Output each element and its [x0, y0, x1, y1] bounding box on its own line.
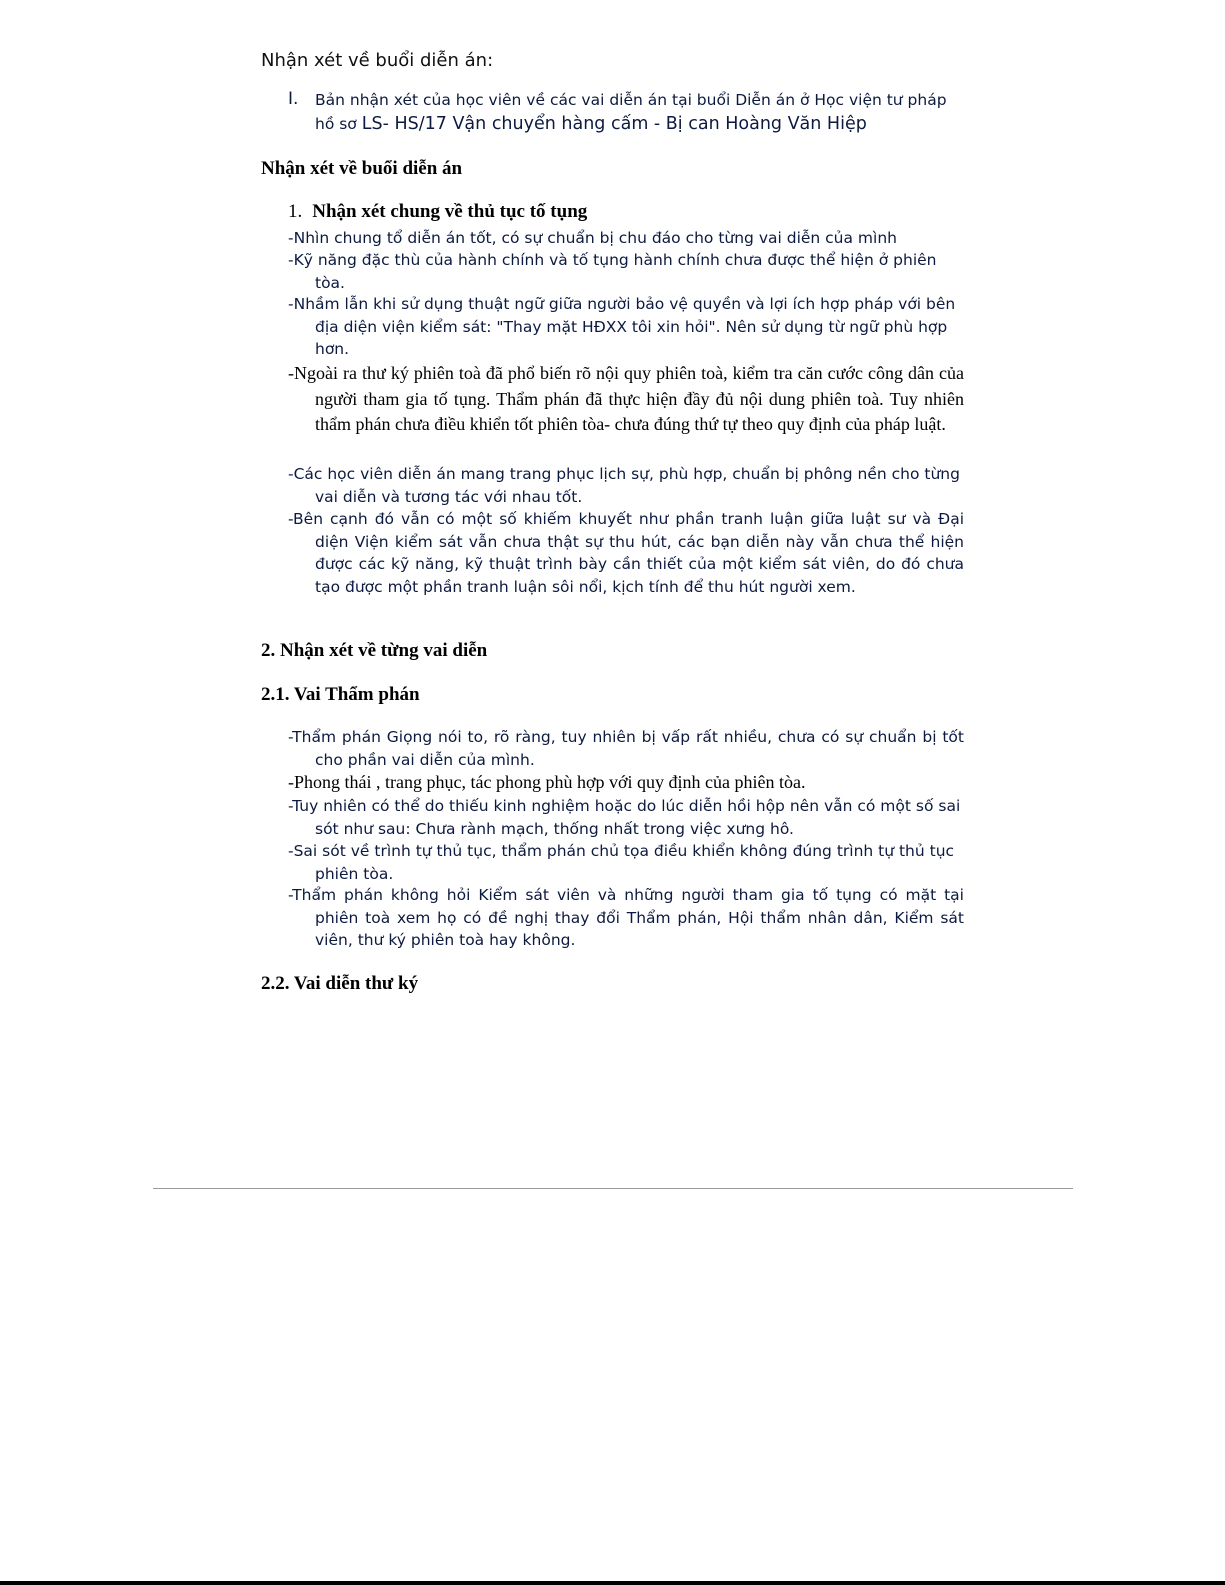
section-2-1-paragraph-5: -Thẩm phán không hỏi Kiểm sát viên và những người tham gia tố tụng có mặt tại phiên toà xem họ có đề nghị thay đổi Thẩm phán, Hội thẩm nhân dân, Kiểm sát viên, thư ký phiên toà hay không.: [288, 886, 964, 949]
section-2-2-heading: 2.2. Vai diễn thư ký: [261, 973, 419, 994]
section-1-heading: [288, 201, 587, 223]
section-2-heading: 2. Nhận xét về từng vai diễn: [261, 640, 488, 661]
section-2-1-paragraph-2: -Phong thái , trang phục, tác phong phù hợp với quy định của phiên tòa.: [288, 772, 806, 792]
roman-numeral: I.: [288, 89, 299, 109]
page-title: Nhận xét về buổi diễn án:: [261, 50, 494, 71]
section-1-paragraph-1: -Nhìn chung tổ diễn án tốt, có sự chuẩn bị chu đáo cho từng vai diễn của mình: [288, 229, 897, 247]
section-2-1-heading: 2.1. Vai Thẩm phán: [261, 684, 420, 705]
section-1-paragraph-6: -Bên cạnh đó vẫn có một số khiếm khuyết như phần tranh luận giữa luật sư và Đại diện Viện kiểm sát vẫn chưa thật sự thu hút, các bạn diễn này vẫn chưa thể hiện được các kỹ năng, kỹ thuật trình bày cần thiết của một kiểm sát viên, do đó chưa tạo được một phần tranh luận sôi nổi, kịch tính để thu hút người xem.: [288, 510, 964, 596]
section-1-paragraph-5: -Các học viên diễn án mang trang phục lịch sự, phù hợp, chuẩn bị phông nền cho từng vai diễn và tương tác với nhau tốt.: [288, 465, 960, 506]
bottom-edge: [0, 1581, 1225, 1585]
roman-item-text: [315, 88, 948, 136]
section-2-1-paragraph-3: -Tuy nhiên có thể do thiếu kinh nghiệm hoặc do lúc diễn hồi hộp nên vẫn có một số sai sót như sau: Chưa rành mạch, thống nhất trong việc xưng hô.: [288, 797, 961, 838]
page-divider: [153, 1188, 1073, 1189]
section-heading: Nhận xét về buổi diễn án: [261, 158, 463, 179]
section-1-paragraph-3: -Nhầm lẫn khi sử dụng thuật ngữ giữa người bảo vệ quyền và lợi ích hợp pháp với bên địa diện viện kiểm sát: "Thay mặt HĐXX tôi xin hỏi". Nên sử dụng từ ngữ phù hợp hơn.: [288, 295, 956, 358]
roman-item-text-part1: Bản nhận xét của học viên về các vai diễn án tại buổi Diễn án ở Học viện tư pháp hồ sơ: [315, 91, 947, 133]
section-1-title: Nhận xét chung về thủ tục tố tụng: [312, 201, 588, 222]
roman-list-item: [288, 88, 948, 136]
section-1-paragraph-2: -Kỹ năng đặc thù của hành chính và tố tụng hành chính chưa được thể hiện ở phiên tòa.: [288, 251, 937, 292]
section-2-1-paragraph-1: -Thẩm phán Giọng nói to, rõ ràng, tuy nhiên bị vấp rất nhiều, chưa có sự chuẩn bị tốt cho phần vai diễn của mình.: [288, 728, 964, 769]
roman-item-text-part2: LS- HS/17 Vận chuyển hàng cấm - Bị can Hoàng Văn Hiệp: [361, 114, 867, 134]
section-1-number: 1.: [288, 201, 303, 222]
section-1-paragraph-4: -Ngoài ra thư ký phiên toà đã phổ biến rõ nội quy phiên toà, kiểm tra căn cước công dân của người tham gia tố tụng. Thẩm phán đã thực hiện đầy đủ nội dung phiên toà. Tuy nhiên thẩm phán chưa điều khiển tốt phiên tòa- chưa đúng thứ tự theo quy định của pháp luật.: [288, 363, 964, 434]
section-2-1-paragraph-4: -Sai sót về trình tự thủ tục, thẩm phán chủ tọa điều khiển không đúng trình tự thủ tục phiên tòa.: [288, 842, 955, 883]
